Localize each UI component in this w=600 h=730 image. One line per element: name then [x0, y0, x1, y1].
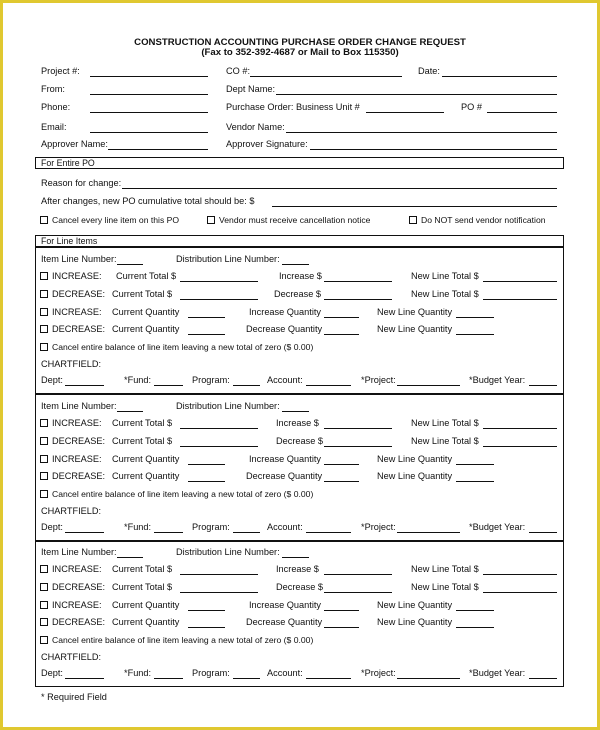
- email-input[interactable]: [90, 132, 208, 133]
- increase-qty-input[interactable]: [324, 610, 359, 611]
- decrease-text: DECREASE:: [52, 617, 106, 627]
- cancel-every-text: Cancel every line item on this PO: [52, 215, 180, 225]
- current-total-label: Current Total $: [116, 271, 177, 281]
- decrease-qty-option[interactable]: [40, 617, 105, 628]
- new-line-qty-input[interactable]: [456, 481, 494, 482]
- increase-checkbox[interactable]: [40, 419, 48, 427]
- decrease-text: DECREASE:: [52, 324, 106, 334]
- item-line-input[interactable]: [117, 411, 143, 412]
- project-code-label: *Project:: [361, 375, 396, 385]
- vendor-notice-option[interactable]: [207, 215, 370, 226]
- program-label: Program:: [192, 668, 230, 678]
- current-qty-label: Current Quantity: [112, 307, 180, 317]
- po-bu-input[interactable]: [366, 112, 444, 113]
- fund-input[interactable]: [154, 385, 183, 386]
- new-line-qty-input[interactable]: [456, 317, 494, 318]
- dept-name-input[interactable]: [276, 94, 557, 95]
- account-label: Account:: [267, 668, 303, 678]
- cancel-balance-option[interactable]: [40, 489, 313, 500]
- cancel-every-option[interactable]: [40, 215, 179, 226]
- budget-year-input[interactable]: [529, 385, 557, 386]
- program-label: Program:: [192, 375, 230, 385]
- po-num-label: PO #: [461, 102, 482, 112]
- new-line-total-input[interactable]: [483, 428, 557, 429]
- line-item-block-2: [35, 394, 564, 541]
- dept-label: Dept:: [41, 375, 63, 385]
- increase-option[interactable]: [40, 271, 102, 282]
- current-qty-label: Current Quantity: [112, 471, 180, 481]
- item-line-input[interactable]: [117, 557, 143, 558]
- cancel-balance-text: Cancel entire balance of line item leaving a new total of zero ($ 0.00): [52, 489, 314, 499]
- increase-qty-input[interactable]: [324, 464, 359, 465]
- current-total-input[interactable]: [180, 446, 258, 447]
- decrease-checkbox[interactable]: [40, 290, 48, 298]
- new-line-total-input[interactable]: [483, 574, 557, 575]
- new-line-qty-label: New Line Quantity: [377, 307, 453, 317]
- after-changes-label: After changes, new PO cumulative total should be: $: [41, 196, 255, 206]
- vendor-notice-checkbox[interactable]: [207, 216, 215, 224]
- current-qty-input[interactable]: [188, 317, 225, 318]
- dist-line-input[interactable]: [282, 264, 309, 265]
- dist-line-label: Distribution Line Number:: [176, 547, 280, 557]
- decrease-dollar-label: Decrease $: [276, 582, 323, 592]
- fund-input[interactable]: [154, 532, 183, 533]
- decrease-checkbox[interactable]: [40, 583, 48, 591]
- new-line-total-input[interactable]: [483, 446, 557, 447]
- decrease-qty-input[interactable]: [324, 627, 359, 628]
- project-code-input[interactable]: [397, 385, 460, 386]
- decrease-text: DECREASE:: [52, 436, 106, 446]
- cancel-balance-text: Cancel entire balance of line item leaving a new total of zero ($ 0.00): [52, 635, 314, 645]
- cancel-balance-option[interactable]: [40, 635, 313, 646]
- decrease-text: DECREASE:: [52, 471, 106, 481]
- increase-checkbox[interactable]: [40, 455, 48, 463]
- new-line-qty-label: New Line Quantity: [377, 600, 453, 610]
- project-label: Project #:: [41, 66, 80, 76]
- decrease-qty-label: Decrease Quantity: [246, 324, 323, 334]
- current-qty-label: Current Quantity: [112, 600, 180, 610]
- current-total-label: Current Total $: [112, 582, 173, 592]
- current-total-input[interactable]: [180, 281, 258, 282]
- decrease-dollar-input[interactable]: [324, 592, 392, 593]
- account-input[interactable]: [306, 678, 351, 679]
- new-line-qty-label: New Line Quantity: [377, 617, 453, 627]
- line-items-header: [35, 235, 564, 247]
- co-input[interactable]: [250, 76, 402, 77]
- current-qty-input[interactable]: [188, 464, 225, 465]
- current-total-label: Current Total $: [112, 289, 173, 299]
- decrease-option[interactable]: [40, 289, 105, 300]
- vendor-notice-text: Vendor must receive cancellation notice: [219, 215, 371, 225]
- current-total-input[interactable]: [180, 574, 258, 575]
- project-code-label: *Project:: [361, 668, 396, 678]
- decrease-checkbox[interactable]: [40, 437, 48, 445]
- increase-text: INCREASE:: [52, 418, 102, 428]
- required-field-note: * Required Field: [41, 692, 107, 702]
- increase-text: INCREASE:: [52, 454, 102, 464]
- new-line-qty-label: New Line Quantity: [377, 471, 453, 481]
- dept-input[interactable]: [65, 532, 104, 533]
- current-total-input[interactable]: [180, 428, 258, 429]
- program-label: Program:: [192, 522, 230, 532]
- increase-text: INCREASE:: [52, 307, 102, 317]
- decrease-dollar-input[interactable]: [324, 446, 392, 447]
- decrease-dollar-label: Decrease $: [276, 436, 323, 446]
- dist-line-label: Distribution Line Number:: [176, 401, 280, 411]
- entire-po-header: [35, 157, 564, 169]
- increase-checkbox[interactable]: [40, 601, 48, 609]
- increase-checkbox[interactable]: [40, 308, 48, 316]
- current-total-label: Current Total $: [112, 564, 173, 574]
- no-send-option[interactable]: [409, 215, 546, 226]
- dept-input[interactable]: [65, 385, 104, 386]
- item-line-label: Item Line Number:: [41, 401, 117, 411]
- increase-qty-input[interactable]: [324, 317, 359, 318]
- dist-line-label: Distribution Line Number:: [176, 254, 280, 264]
- vendor-name-input[interactable]: [286, 132, 557, 133]
- fund-input[interactable]: [154, 678, 183, 679]
- new-line-qty-input[interactable]: [456, 464, 494, 465]
- new-line-qty-input[interactable]: [456, 334, 494, 335]
- new-line-total-input[interactable]: [483, 281, 557, 282]
- no-send-checkbox[interactable]: [409, 216, 417, 224]
- date-input[interactable]: [442, 76, 557, 77]
- fund-label: *Fund:: [124, 668, 152, 678]
- line-items-heading: For Line Items: [41, 236, 98, 246]
- dept-label: Dept:: [41, 522, 63, 532]
- decrease-qty-option[interactable]: [40, 324, 105, 335]
- phone-input[interactable]: [90, 112, 208, 113]
- cancel-every-checkbox[interactable]: [40, 216, 48, 224]
- approver-name-label: Approver Name:: [41, 139, 108, 149]
- chartfield-label: CHARTFIELD:: [41, 359, 102, 369]
- new-line-total-label: New Line Total $: [411, 271, 479, 281]
- new-line-total-label: New Line Total $: [411, 418, 479, 428]
- increase-option[interactable]: [40, 418, 102, 429]
- after-changes-input[interactable]: [272, 206, 557, 207]
- program-input[interactable]: [233, 385, 260, 386]
- current-total-input[interactable]: [180, 592, 258, 593]
- item-line-label: Item Line Number:: [41, 254, 117, 264]
- current-qty-label: Current Quantity: [112, 617, 180, 627]
- increase-dollar-label: Increase $: [279, 271, 322, 281]
- current-qty-input[interactable]: [188, 334, 225, 335]
- cancel-balance-option[interactable]: [40, 342, 313, 353]
- decrease-qty-label: Decrease Quantity: [246, 471, 323, 481]
- account-input[interactable]: [306, 385, 351, 386]
- program-input[interactable]: [233, 532, 260, 533]
- item-line-label: Item Line Number:: [41, 547, 117, 557]
- project-input[interactable]: [90, 76, 208, 77]
- chartfield-label: CHARTFIELD:: [41, 506, 102, 516]
- decrease-qty-label: Decrease Quantity: [246, 617, 323, 627]
- increase-qty-option[interactable]: [40, 600, 102, 611]
- new-line-total-input[interactable]: [483, 592, 557, 593]
- increase-qty-label: Increase Quantity: [249, 600, 322, 610]
- current-total-label: Current Total $: [112, 436, 173, 446]
- email-label: Email:: [41, 122, 67, 132]
- new-line-total-label: New Line Total $: [411, 289, 479, 299]
- budget-year-label: *Budget Year:: [469, 668, 526, 678]
- program-input[interactable]: [233, 678, 260, 679]
- new-line-total-label: New Line Total $: [411, 436, 479, 446]
- budget-year-input[interactable]: [529, 678, 557, 679]
- reason-input[interactable]: [122, 188, 557, 189]
- decrease-option[interactable]: [40, 436, 105, 447]
- new-line-qty-label: New Line Quantity: [377, 324, 453, 334]
- increase-qty-option[interactable]: [40, 307, 102, 318]
- account-input[interactable]: [306, 532, 351, 533]
- no-send-text: Do NOT send vendor notification: [421, 215, 546, 225]
- increase-option[interactable]: [40, 564, 102, 575]
- decrease-option[interactable]: [40, 582, 105, 593]
- line-item-block-1: [35, 247, 564, 394]
- fund-label: *Fund:: [124, 375, 152, 385]
- form-subtitle: (Fax to 352-392-4687 or Mail to Box 115350): [201, 47, 399, 58]
- new-line-qty-input[interactable]: [456, 610, 494, 611]
- dist-line-input[interactable]: [282, 411, 309, 412]
- increase-qty-label: Increase Quantity: [249, 454, 322, 464]
- po-bu-label: Purchase Order: Business Unit #: [226, 102, 360, 112]
- new-line-qty-label: New Line Quantity: [377, 454, 453, 464]
- new-line-total-input[interactable]: [483, 299, 557, 300]
- decrease-text: DECREASE:: [52, 582, 106, 592]
- increase-qty-label: Increase Quantity: [249, 307, 322, 317]
- dept-label: Dept:: [41, 668, 63, 678]
- cancel-balance-checkbox[interactable]: [40, 490, 48, 498]
- increase-dollar-label: Increase $: [276, 418, 319, 428]
- increase-dollar-label: Increase $: [276, 564, 319, 574]
- fund-label: *Fund:: [124, 522, 152, 532]
- co-label: CO #:: [226, 66, 250, 76]
- increase-checkbox[interactable]: [40, 565, 48, 573]
- from-input[interactable]: [90, 94, 208, 95]
- dept-name-label: Dept Name:: [226, 84, 276, 94]
- project-code-label: *Project:: [361, 522, 396, 532]
- increase-text: INCREASE:: [52, 564, 102, 574]
- increase-dollar-input[interactable]: [324, 281, 392, 282]
- increase-text: INCREASE:: [52, 271, 102, 281]
- new-line-total-label: New Line Total $: [411, 582, 479, 592]
- decrease-checkbox[interactable]: [40, 618, 48, 626]
- decrease-dollar-input[interactable]: [324, 299, 392, 300]
- current-total-label: Current Total $: [112, 418, 173, 428]
- increase-dollar-input[interactable]: [324, 574, 392, 575]
- budget-year-input[interactable]: [529, 532, 557, 533]
- vendor-name-label: Vendor Name:: [226, 122, 285, 132]
- line-item-block-3: [35, 541, 564, 687]
- dept-input[interactable]: [65, 678, 104, 679]
- current-qty-input[interactable]: [188, 627, 225, 628]
- project-code-input[interactable]: [397, 532, 460, 533]
- decrease-qty-input[interactable]: [324, 334, 359, 335]
- decrease-checkbox[interactable]: [40, 325, 48, 333]
- decrease-dollar-label: Decrease $: [274, 289, 321, 299]
- current-qty-label: Current Quantity: [112, 454, 180, 464]
- phone-label: Phone:: [41, 102, 71, 112]
- approver-sig-label: Approver Signature:: [226, 139, 308, 149]
- approver-sig-input[interactable]: [310, 149, 557, 150]
- cancel-balance-text: Cancel entire balance of line item leaving a new total of zero ($ 0.00): [52, 342, 314, 352]
- date-label: Date:: [418, 66, 440, 76]
- approver-name-input[interactable]: [108, 149, 208, 150]
- entire-po-heading: For Entire PO: [41, 158, 95, 168]
- reason-label: Reason for change:: [41, 178, 122, 188]
- current-qty-label: Current Quantity: [112, 324, 180, 334]
- current-total-input[interactable]: [180, 299, 258, 300]
- budget-year-label: *Budget Year:: [469, 522, 526, 532]
- decrease-qty-input[interactable]: [324, 481, 359, 482]
- dist-line-input[interactable]: [282, 557, 309, 558]
- form-title: CONSTRUCTION ACCOUNTING PURCHASE ORDER CHANGE REQUEST: [134, 37, 466, 48]
- current-qty-input[interactable]: [188, 481, 225, 482]
- chartfield-label: CHARTFIELD:: [41, 652, 102, 662]
- increase-dollar-input[interactable]: [324, 428, 392, 429]
- cancel-balance-checkbox[interactable]: [40, 636, 48, 644]
- account-label: Account:: [267, 375, 303, 385]
- budget-year-label: *Budget Year:: [469, 375, 526, 385]
- decrease-checkbox[interactable]: [40, 472, 48, 480]
- new-line-total-label: New Line Total $: [411, 564, 479, 574]
- increase-qty-option[interactable]: [40, 454, 102, 465]
- increase-text: INCREASE:: [52, 600, 102, 610]
- decrease-text: DECREASE:: [52, 289, 106, 299]
- new-line-qty-input[interactable]: [456, 627, 494, 628]
- po-num-input[interactable]: [487, 112, 557, 113]
- cancel-balance-checkbox[interactable]: [40, 343, 48, 351]
- increase-checkbox[interactable]: [40, 272, 48, 280]
- item-line-input[interactable]: [117, 264, 143, 265]
- current-qty-input[interactable]: [188, 610, 225, 611]
- project-code-input[interactable]: [397, 678, 460, 679]
- decrease-qty-option[interactable]: [40, 471, 105, 482]
- from-label: From:: [41, 84, 65, 94]
- account-label: Account:: [267, 522, 303, 532]
